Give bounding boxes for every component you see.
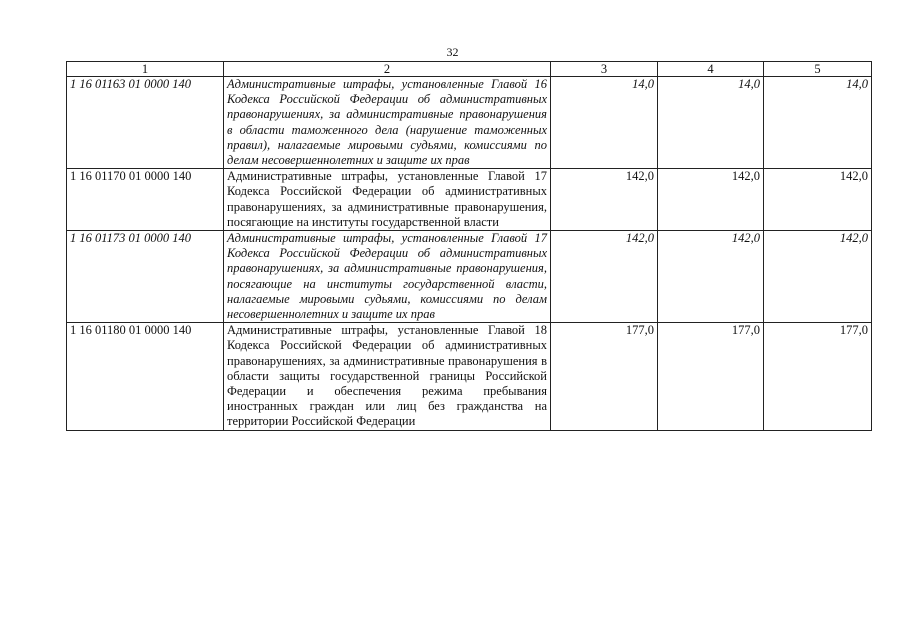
- value-col5: 14,0: [764, 77, 872, 169]
- value-col4: 142,0: [658, 231, 764, 323]
- budget-code: 1 16 01170 01 0000 140: [67, 169, 224, 231]
- column-header-5: 5: [764, 62, 872, 77]
- value-col3: 142,0: [551, 231, 658, 323]
- column-header-3: 3: [551, 62, 658, 77]
- table-row: [67, 231, 872, 323]
- value-col4: 14,0: [658, 77, 764, 169]
- column-header-1: 1: [67, 62, 224, 77]
- value-col3: 142,0: [551, 169, 658, 231]
- budget-code: 1 16 01180 01 0000 140: [67, 323, 224, 430]
- value-col5: 142,0: [764, 169, 872, 231]
- value-col4: 177,0: [658, 323, 764, 430]
- value-col5: 142,0: [764, 231, 872, 323]
- value-col3: 14,0: [551, 77, 658, 169]
- value-col5: 177,0: [764, 323, 872, 430]
- column-header-4: 4: [658, 62, 764, 77]
- budget-code: 1 16 01173 01 0000 140: [67, 231, 224, 323]
- row-description: Административные штрафы, установленные Главой 17 Кодекса Российской Федерации об административных правонарушениях, за административные правонарушения, посягающие на институты государственной власти: [224, 169, 551, 231]
- row-description: Административные штрафы, установленные Главой 17 Кодекса Российской Федерации об административных правонарушениях, за административные правонарушения, посягающие на институты государственной власти, налагаемые мировыми судьями, комиссиями по делам несовершеннолетних и защите их прав: [224, 231, 551, 323]
- table-row: [67, 77, 872, 169]
- table-row: [67, 323, 872, 430]
- budget-table: [66, 61, 872, 431]
- value-col4: 142,0: [658, 169, 764, 231]
- row-description: Административные штрафы, установленные Главой 16 Кодекса Российской Федерации об административных правонарушениях, за административные правонарушения в области таможенного дела (нарушение таможенных правил), налагаемые мировыми судьями, комиссиями по делам несовершеннолетних и защите их прав: [224, 77, 551, 169]
- value-col3: 177,0: [551, 323, 658, 430]
- budget-code: 1 16 01163 01 0000 140: [67, 77, 224, 169]
- row-description: Административные штрафы, установленные Главой 18 Кодекса Российской Федерации об административных правонарушениях, за административные правонарушения в области защиты государственной границы Российской Федерации и обеспечения режима пребывания иностранных граждан или лиц без гражданства на территории Российской Федерации: [224, 323, 551, 430]
- column-header-2: 2: [224, 62, 551, 77]
- page-number: 32: [446, 45, 459, 59]
- table-header-row: [67, 62, 872, 77]
- table-row: [67, 169, 872, 231]
